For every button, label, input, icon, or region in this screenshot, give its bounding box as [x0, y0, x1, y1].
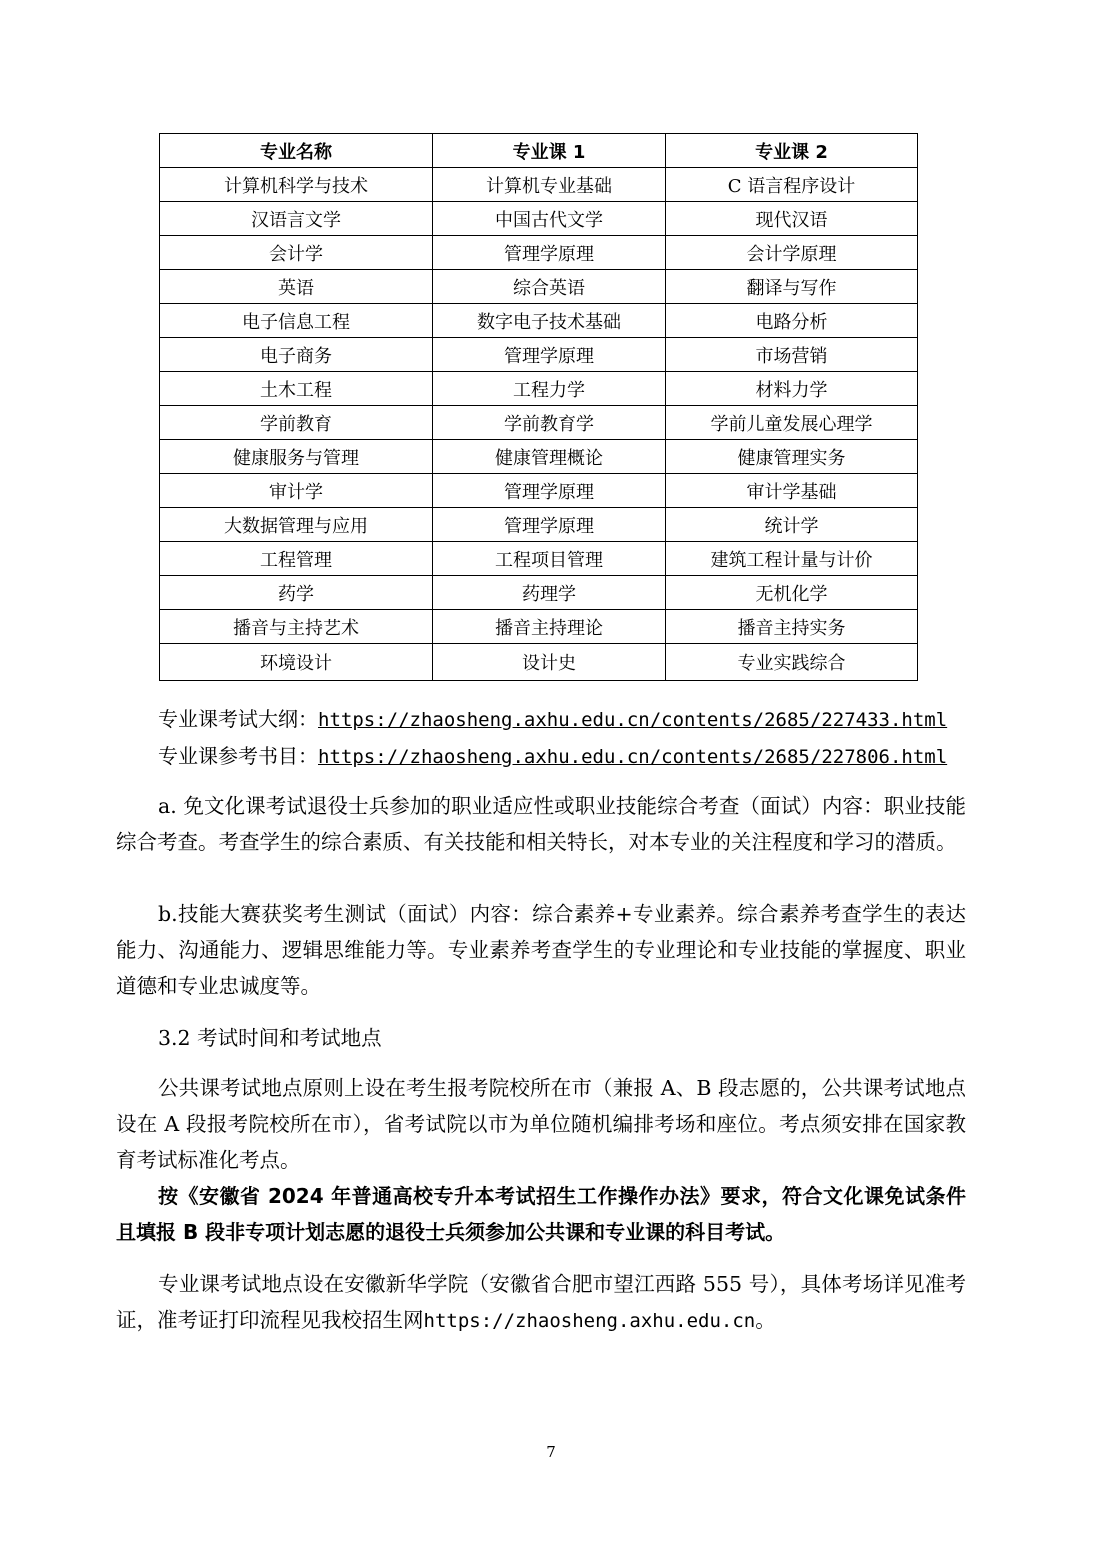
- major-exam-suffix: 。: [755, 1308, 776, 1332]
- cell-course-1: 播音主持理论: [433, 610, 666, 644]
- table-row: [160, 508, 918, 542]
- paragraph-public-exam: 公共课考试地点原则上设在考生报考院校所在市（兼报 A、B 段志愿的，公共课考试地点设在 A 段报考院校所在市），省考试院以市为单位随机编排考场和座位。考点须安排在国家教育考试标准化考点。: [116, 1076, 966, 1172]
- cell-course-1: 管理学原理: [433, 474, 666, 508]
- major-exam-text: 专业课考试地点设在安徽新华学院（安徽省合肥市望江西路 555 号），具体考场详见准考证，准考证打印流程见我校招生网: [116, 1272, 966, 1332]
- page-number: 7: [546, 1443, 556, 1461]
- table-row: [160, 406, 918, 440]
- cell-course-1: 数字电子技术基础: [433, 304, 666, 338]
- paragraph-a: a. 免文化课考试退役士兵参加的职业适应性或职业技能综合考查（面试）内容：职业技能综合考查。考查学生的综合素质、有关技能和相关特长，对本专业的关注程度和学习的潜质。: [116, 794, 966, 854]
- cell-major: 健康服务与管理: [160, 440, 433, 474]
- cell-course-2: 建筑工程计量与计价: [666, 542, 918, 576]
- table-row: [160, 576, 918, 610]
- table-row: [160, 168, 918, 202]
- syllabus-line: [158, 701, 947, 738]
- cell-course-1: 药理学: [433, 576, 666, 610]
- table-row: [160, 372, 918, 406]
- cell-course-2: 播音主持实务: [666, 610, 918, 644]
- table-row: [160, 236, 918, 270]
- cell-course-1: 管理学原理: [433, 508, 666, 542]
- table-row: [160, 644, 918, 681]
- table-row: [160, 610, 918, 644]
- cell-major: 会计学: [160, 236, 433, 270]
- books-label: 专业课参考书目：: [158, 744, 318, 768]
- cell-course-2: 会计学原理: [666, 236, 918, 270]
- cell-course-1: 综合英语: [433, 270, 666, 304]
- header-course-1: 专业课 1: [433, 134, 666, 168]
- cell-course-2: 翻译与写作: [666, 270, 918, 304]
- cell-course-2: 无机化学: [666, 576, 918, 610]
- cell-major: 英语: [160, 270, 433, 304]
- syllabus-label: 专业课考试大纲：: [158, 707, 318, 731]
- cell-course-2: 材料力学: [666, 372, 918, 406]
- cell-major: 环境设计: [160, 644, 433, 681]
- cell-course-1: 管理学原理: [433, 338, 666, 372]
- cell-major: 播音与主持艺术: [160, 610, 433, 644]
- cell-course-1: 学前教育学: [433, 406, 666, 440]
- cell-course-2: 市场营销: [666, 338, 918, 372]
- paragraph-major-exam: [116, 1266, 966, 1339]
- table-header-row: [160, 134, 918, 168]
- cell-course-2: 健康管理实务: [666, 440, 918, 474]
- cell-major: 审计学: [160, 474, 433, 508]
- cell-course-2: 统计学: [666, 508, 918, 542]
- table-row: [160, 338, 918, 372]
- cell-course-2: 学前儿童发展心理学: [666, 406, 918, 440]
- table-row: [160, 202, 918, 236]
- syllabus-link[interactable]: https://zhaosheng.axhu.edu.cn/contents/2685/227433.html: [318, 709, 948, 731]
- header-course-2: 专业课 2: [666, 134, 918, 168]
- cell-course-1: 健康管理概论: [433, 440, 666, 474]
- major-courses-table: [159, 133, 918, 681]
- section-heading: 3.2 考试时间和考试地点: [158, 1026, 382, 1050]
- admissions-site-link[interactable]: https://zhaosheng.axhu.edu.cn: [423, 1310, 756, 1332]
- cell-major: 计算机科学与技术: [160, 168, 433, 202]
- cell-course-1: 管理学原理: [433, 236, 666, 270]
- cell-course-2: 现代汉语: [666, 202, 918, 236]
- cell-course-2: 专业实践综合: [666, 644, 918, 681]
- books-line: [158, 738, 947, 775]
- cell-major: 药学: [160, 576, 433, 610]
- header-major-name: 专业名称: [160, 134, 433, 168]
- books-link[interactable]: https://zhaosheng.axhu.edu.cn/contents/2685/227806.html: [318, 746, 948, 768]
- cell-course-2: C 语言程序设计: [666, 168, 918, 202]
- cell-course-1: 工程力学: [433, 372, 666, 406]
- table-row: [160, 270, 918, 304]
- cell-major: 电子信息工程: [160, 304, 433, 338]
- table-row: [160, 474, 918, 508]
- table-row: [160, 440, 918, 474]
- cell-course-1: 中国古代文学: [433, 202, 666, 236]
- cell-course-1: 设计史: [433, 644, 666, 681]
- paragraph-bold-notice: 按《安徽省 2024 年普通高校专升本考试招生工作操作办法》要求，符合文化课免试条件且填报 B 段非专项计划志愿的退役士兵须参加公共课和专业课的科目考试。: [116, 1184, 966, 1244]
- cell-major: 汉语言文学: [160, 202, 433, 236]
- cell-major: 工程管理: [160, 542, 433, 576]
- cell-major: 大数据管理与应用: [160, 508, 433, 542]
- cell-major: 电子商务: [160, 338, 433, 372]
- cell-course-1: 工程项目管理: [433, 542, 666, 576]
- table-row: [160, 542, 918, 576]
- cell-course-2: 审计学基础: [666, 474, 918, 508]
- paragraph-b: b.技能大赛获奖考生测试（面试）内容：综合素养+专业素养。综合素养考查学生的表达能力、沟通能力、逻辑思维能力等。专业素养考查学生的专业理论和专业技能的掌握度、职业道德和专业忠诚度等。: [116, 902, 966, 998]
- cell-course-1: 计算机专业基础: [433, 168, 666, 202]
- table-row: [160, 304, 918, 338]
- cell-major: 土木工程: [160, 372, 433, 406]
- cell-course-2: 电路分析: [666, 304, 918, 338]
- cell-major: 学前教育: [160, 406, 433, 440]
